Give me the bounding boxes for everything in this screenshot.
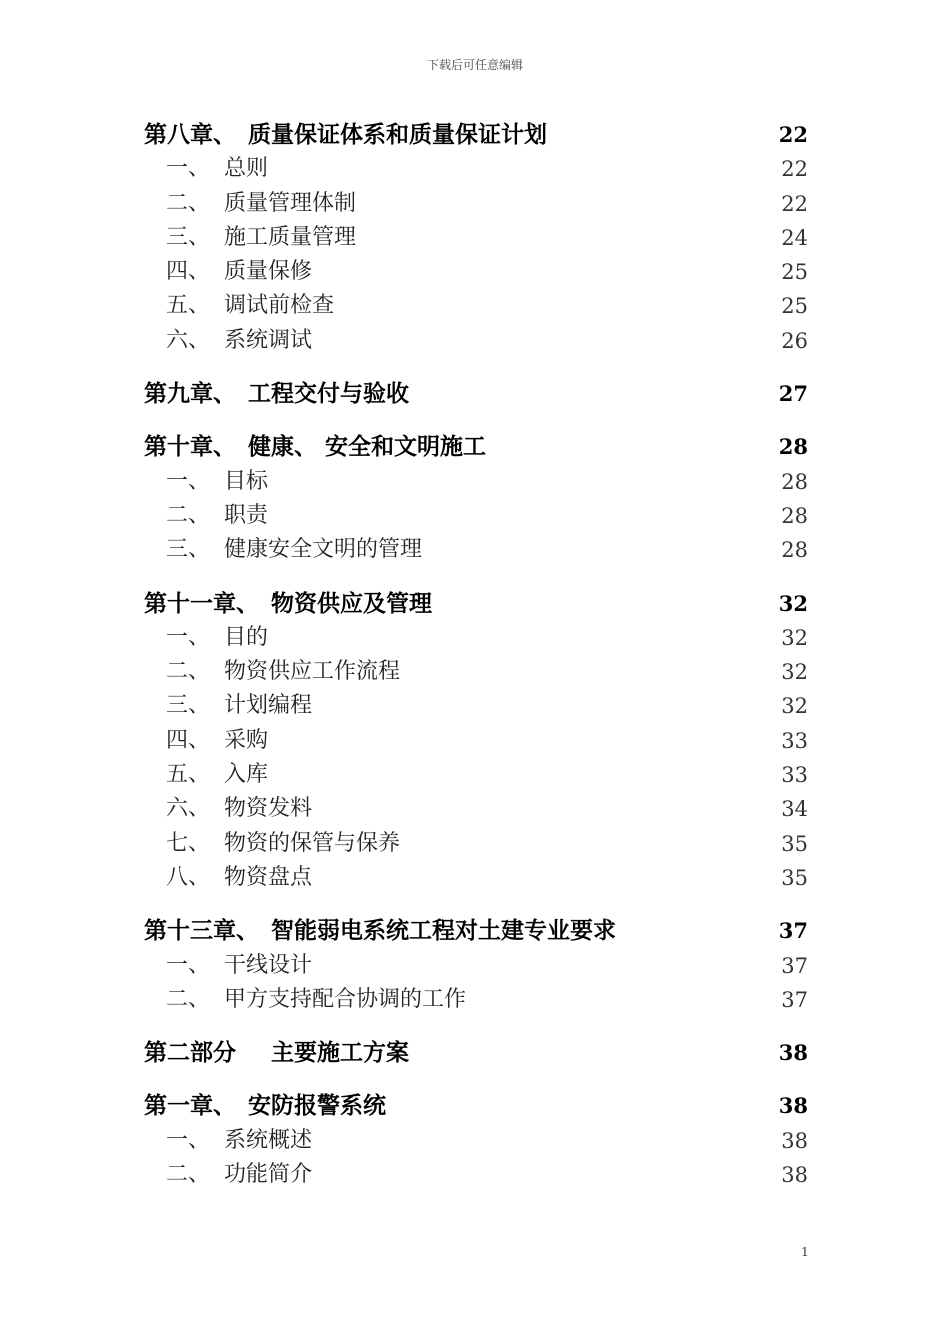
toc-section-entry[interactable] bbox=[144, 499, 808, 533]
toc-entry-page-number: 33 bbox=[781, 763, 808, 788]
toc-section-entry[interactable] bbox=[144, 465, 808, 499]
toc-entry-number: 二、 bbox=[166, 190, 211, 216]
toc-section-entry[interactable] bbox=[144, 221, 808, 255]
toc-chapter-entry[interactable] bbox=[144, 377, 808, 411]
toc-entry-title: 系统概述 bbox=[224, 1127, 313, 1153]
toc-entry-title: 质量保证体系和质量保证计划 bbox=[248, 122, 547, 148]
toc-entry-number: 五、 bbox=[166, 293, 211, 319]
toc-entry-title: 健康、 安全和文明施工 bbox=[248, 434, 487, 461]
toc-section-entry[interactable] bbox=[144, 758, 808, 792]
toc-entry-number: 七、 bbox=[166, 830, 211, 856]
toc-section-entry[interactable] bbox=[144, 827, 808, 861]
toc-entry-number: 一、 bbox=[166, 952, 211, 978]
toc-chapter-entry[interactable] bbox=[144, 430, 808, 464]
toc-entry-number: 一、 bbox=[166, 156, 211, 182]
toc-entry-page-number: 37 bbox=[781, 987, 808, 1012]
toc-entry-number: 第十三章、 bbox=[144, 918, 259, 945]
toc-section-entry[interactable] bbox=[144, 187, 808, 221]
toc-chapter-entry[interactable] bbox=[144, 1036, 808, 1070]
toc-entry-page-number: 28 bbox=[781, 503, 808, 528]
toc-entry-page-number: 25 bbox=[781, 294, 808, 319]
toc-entry-number: 八、 bbox=[166, 864, 211, 890]
toc-section-entry[interactable] bbox=[144, 621, 808, 655]
toc-entry-title: 职责 bbox=[224, 502, 269, 528]
toc-section-entry[interactable] bbox=[144, 861, 808, 895]
toc-entry-page-number: 35 bbox=[781, 831, 808, 856]
toc-entry-number: 六、 bbox=[166, 327, 211, 353]
toc-entry-title: 物资盘点 bbox=[224, 864, 313, 890]
toc-entry-title: 甲方支持配合协调的工作 bbox=[224, 986, 467, 1012]
toc-entry-page-number: 38 bbox=[781, 1163, 808, 1188]
toc-chapter-entry[interactable] bbox=[144, 587, 808, 621]
toc-entry-page-number: 22 bbox=[778, 122, 808, 147]
toc-entry-page-number: 28 bbox=[781, 538, 808, 563]
toc-entry-number: 第二部分 bbox=[144, 1040, 236, 1067]
toc-entry-number: 第十章、 bbox=[144, 434, 236, 461]
toc-section-entry[interactable] bbox=[144, 289, 808, 323]
toc-entry-title: 目标 bbox=[224, 468, 269, 494]
toc-section-entry[interactable] bbox=[144, 949, 808, 983]
toc-entry-page-number: 32 bbox=[781, 660, 808, 685]
toc-entry-number: 三、 bbox=[166, 693, 211, 719]
toc-entry-title: 安防报警系统 bbox=[248, 1093, 386, 1120]
table-of-contents bbox=[144, 118, 808, 1192]
toc-entry-page-number: 32 bbox=[778, 590, 808, 616]
page-number: 1 bbox=[801, 1245, 809, 1259]
toc-section-entry[interactable] bbox=[144, 1158, 808, 1192]
toc-entry-number: 二、 bbox=[166, 659, 211, 685]
toc-entry-page-number: 24 bbox=[781, 225, 808, 250]
toc-entry-title: 总则 bbox=[224, 156, 269, 182]
toc-entry-title: 质量管理体制 bbox=[224, 190, 357, 216]
toc-entry-page-number: 33 bbox=[781, 728, 808, 753]
toc-entry-page-number: 38 bbox=[778, 1093, 808, 1119]
toc-entry-page-number: 37 bbox=[781, 953, 808, 978]
toc-entry-title: 健康安全文明的管理 bbox=[224, 537, 423, 563]
toc-entry-title: 功能简介 bbox=[224, 1162, 313, 1188]
toc-section-entry[interactable] bbox=[144, 324, 808, 358]
toc-entry-number: 一、 bbox=[166, 468, 211, 494]
toc-entry-number: 第十一章、 bbox=[144, 590, 259, 617]
toc-entry-title: 物资的保管与保养 bbox=[224, 830, 401, 856]
toc-section-entry[interactable] bbox=[144, 255, 808, 289]
toc-entry-number: 二、 bbox=[166, 502, 211, 528]
toc-entry-title: 干线设计 bbox=[224, 952, 313, 978]
toc-entry-page-number: 38 bbox=[781, 1128, 808, 1153]
toc-entry-number: 一、 bbox=[166, 1127, 211, 1153]
toc-section-entry[interactable] bbox=[144, 689, 808, 723]
toc-entry-title: 智能弱电系统工程对土建专业要求 bbox=[271, 918, 616, 945]
toc-entry-page-number: 28 bbox=[778, 434, 808, 460]
toc-entry-page-number: 28 bbox=[781, 469, 808, 494]
toc-entry-number: 五、 bbox=[166, 762, 211, 788]
toc-entry-title: 主要施工方案 bbox=[271, 1040, 409, 1067]
toc-entry-number: 四、 bbox=[166, 259, 211, 285]
toc-entry-number: 第九章、 bbox=[144, 381, 236, 408]
toc-entry-number: 四、 bbox=[166, 727, 211, 753]
toc-entry-title: 计划编程 bbox=[224, 693, 313, 719]
toc-chapter-entry[interactable] bbox=[144, 1089, 808, 1123]
toc-entry-page-number: 27 bbox=[778, 381, 808, 407]
toc-entry-page-number: 38 bbox=[778, 1040, 808, 1066]
toc-entry-number: 二、 bbox=[166, 986, 211, 1012]
toc-entry-title: 物资供应工作流程 bbox=[224, 659, 401, 685]
toc-entry-page-number: 34 bbox=[781, 797, 808, 822]
toc-entry-page-number: 22 bbox=[781, 157, 808, 182]
toc-section-entry[interactable] bbox=[144, 792, 808, 826]
toc-chapter-entry[interactable] bbox=[144, 118, 808, 152]
toc-entry-number: 三、 bbox=[166, 537, 211, 563]
toc-entry-page-number: 32 bbox=[781, 625, 808, 650]
toc-section-entry[interactable] bbox=[144, 1124, 808, 1158]
toc-entry-number: 二、 bbox=[166, 1162, 211, 1188]
toc-entry-number: 第八章、 bbox=[144, 122, 236, 148]
toc-entry-title: 工程交付与验收 bbox=[248, 381, 409, 408]
toc-entry-page-number: 26 bbox=[781, 328, 808, 353]
toc-entry-page-number: 25 bbox=[781, 260, 808, 285]
toc-entry-title: 采购 bbox=[224, 727, 269, 753]
toc-entry-title: 调试前检查 bbox=[224, 293, 335, 319]
toc-chapter-entry[interactable] bbox=[144, 914, 808, 948]
toc-entry-page-number: 32 bbox=[781, 694, 808, 719]
page-header: 下载后可任意编辑 bbox=[426, 58, 523, 72]
toc-entry-title: 目的 bbox=[224, 624, 269, 650]
toc-entry-title: 物资供应及管理 bbox=[271, 590, 432, 617]
toc-entry-number: 三、 bbox=[166, 224, 211, 250]
toc-entry-page-number: 35 bbox=[781, 865, 808, 890]
toc-entry-number: 一、 bbox=[166, 624, 211, 650]
toc-entry-page-number: 37 bbox=[778, 918, 808, 944]
toc-section-entry[interactable] bbox=[144, 533, 808, 567]
toc-entry-page-number: 22 bbox=[781, 191, 808, 216]
toc-entry-title: 入库 bbox=[224, 762, 269, 788]
toc-section-entry[interactable] bbox=[144, 655, 808, 689]
toc-section-entry[interactable] bbox=[144, 152, 808, 186]
toc-entry-title: 物资发料 bbox=[224, 796, 313, 822]
toc-entry-title: 施工质量管理 bbox=[224, 224, 357, 250]
toc-entry-number: 六、 bbox=[166, 796, 211, 822]
toc-section-entry[interactable] bbox=[144, 724, 808, 758]
toc-section-entry[interactable] bbox=[144, 983, 808, 1017]
toc-entry-title: 系统调试 bbox=[224, 327, 313, 353]
toc-entry-title: 质量保修 bbox=[224, 259, 313, 285]
toc-entry-number: 第一章、 bbox=[144, 1093, 236, 1120]
